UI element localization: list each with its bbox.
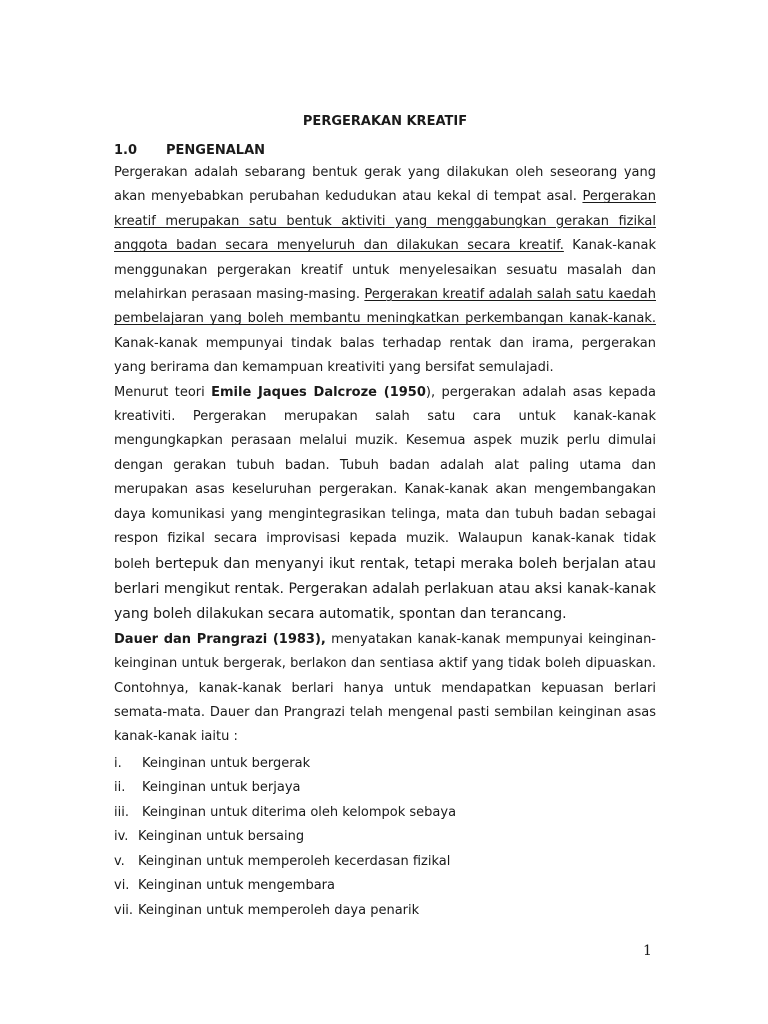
document-title: PERGERAKAN KREATIF <box>302 114 468 129</box>
paragraph-dauer <box>114 628 656 750</box>
section-title: PENGENALAN <box>166 143 266 158</box>
list-text: Keinginan untuk memperoleh kecerdasan fizikal <box>138 853 451 869</box>
list-item <box>114 874 656 899</box>
list-item <box>114 825 656 850</box>
list-number: ii. <box>114 780 126 796</box>
list-item <box>114 899 656 924</box>
list-number: iv. <box>114 829 129 845</box>
list-number: vii. <box>114 902 134 918</box>
list-text: Keinginan untuk diterima oleh kelompok sebaya <box>142 804 457 820</box>
list-item <box>114 801 656 826</box>
list-text: Keinginan untuk memperoleh daya penarik <box>138 902 420 918</box>
list-item <box>114 776 656 801</box>
paragraph-text: Kanak-kanak mempunyai tindak balas terhadap rentak dan irama, pergerakan yang berirama dan kemampuan kreativiti yang bersifat semulajadi. <box>114 335 656 376</box>
paragraph-text: Kanak-kanak menggunakan pergerakan kreatif untuk menyelesaikan sesuatu masalah dan melahirkan perasaan masing-masing. <box>114 238 656 303</box>
list-text: Keinginan untuk mengembara <box>138 878 335 894</box>
citation-dauer: Dauer dan Prangrazi (1983), <box>114 631 326 647</box>
paragraph-introduction <box>114 161 656 381</box>
list-number: v. <box>114 853 125 869</box>
paragraph-text: ), pergerakan adalah asas kepada kreativiti. Pergerakan merupakan salah satu cara untuk kanak-kanak mengungkapkan perasaan melalui muzik. Kesemua aspek muzik perlu dimulai dengan gerakan tubuh badan. Tubuh badan adalah alat paling utama dan merupakan asas keseluruhan pergerakan. Kanak-kanak akan mengembangakan daya komunikasi yang mengintegrasikan telinga, mata dan tubuh badan sebagai respon fizikal secara improvisasi kepada muzik. Walaupun kanak-kanak tidak boleh <box>114 384 656 572</box>
paragraph-text: Menurut teori <box>114 384 212 400</box>
desires-list <box>114 752 656 924</box>
list-number: vi. <box>114 878 130 894</box>
list-number: iii. <box>114 804 129 820</box>
section-number: 1.0 <box>114 143 138 158</box>
page-content <box>114 112 656 923</box>
page-number: 1 <box>643 943 652 959</box>
paragraph-text-large: bertepuk dan menyanyi ikut rentak, tetapi meraka boleh berjalan atau berlari mengikut rentak. Pergerakan adalah perlakuan atau aksi kanak-kanak yang boleh dilakukan secara automatik, spontan dan terancang. <box>114 555 656 623</box>
paragraph-dalcroze <box>114 381 656 628</box>
list-text: Keinginan untuk bergerak <box>142 755 311 771</box>
list-item <box>114 752 656 777</box>
list-item <box>114 850 656 875</box>
underlined-statement: Pergerakan kreatif adalah salah satu kaedah pembelajaran yang boleh membantu meningkatkan perkembangan kanak-kanak. <box>114 287 656 327</box>
paragraph-text: Pergerakan adalah sebarang bentuk gerak yang dilakukan oleh seseorang yang akan menyebabkan perubahan kedudukan atau kekal di tempat asal. <box>114 165 656 205</box>
list-text: Keinginan untuk bersaing <box>138 829 305 845</box>
list-number: i. <box>114 755 122 771</box>
list-text: Keinginan untuk berjaya <box>142 780 301 796</box>
citation-dalcroze: Emile Jaques Dalcroze (1950 <box>211 384 426 400</box>
paragraph-text: menyatakan kanak-kanak mempunyai keinginan-keinginan untuk bergerak, berlakon dan sentiasa aktif yang tidak boleh dipuaskan. Contohnya, kanak-kanak berlari hanya untuk mendapatkan kepuasan berlari semata-mata. Dauer dan Prangrazi telah mengenal pasti sembilan keinginan asas kanak-kanak iaitu : <box>114 631 656 745</box>
section-heading <box>114 141 656 161</box>
underlined-definition: Pergerakan kreatif merupakan satu bentuk aktiviti yang menggabungkan gerakan fizikal anggota badan secara menyeluruh dan dilakukan secara kreatif. <box>114 189 656 254</box>
